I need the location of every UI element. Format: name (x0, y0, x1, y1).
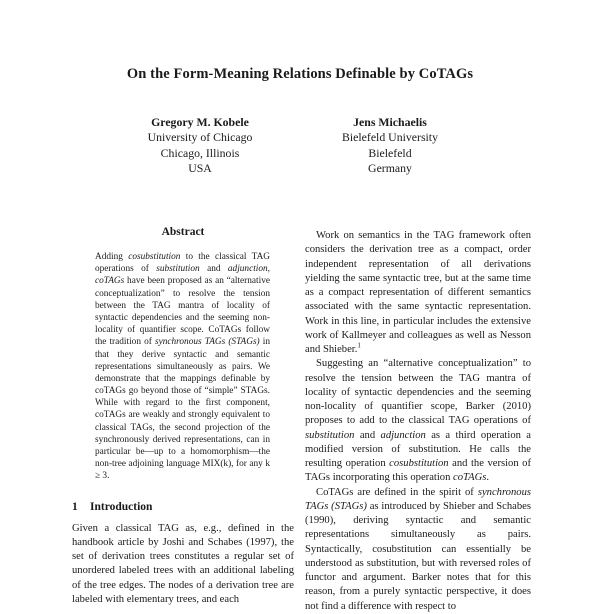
right-column (305, 226, 531, 614)
author-affiliation: University of Chicago (147, 130, 253, 145)
author-block-1 (100, 115, 300, 176)
introduction-body-right (305, 229, 531, 614)
abstract-paragraph: Adding cosubstitution to the classical TAG operations of substitution and adjunction, coTAGs have been proposed as an “alternative conceptualization” to resolve the tension between the TAG mantra of locality of syntactic dependencies and the seeming non-locality of quantifier scope. CoTAGs follow the tradition of synchronous TAGs (STAGs) in that they derive syntactic and semantic representations simultaneously as pairs. We demonstrate that the mappings definable by coTAGs go beyond those of “simple” STAGs. While with regard to the first component, coTAGs are weakly and strongly equivalent to classical TAGs, the second projection of the synchronously derived representations, can in particular be—up to a homomorphism—the non-tree adjoining language MIX(k), for any k ≥ 3. (95, 252, 271, 482)
footnote-marker[interactable]: 1 (357, 341, 361, 350)
paper-title: On the Form-Meaning Relations Definable by CoTAGs (126, 66, 474, 82)
author-name: Jens Michaelis (353, 115, 427, 129)
author-city: Bielefeld (368, 145, 412, 160)
left-column (72, 226, 294, 607)
section-title: Introduction (90, 500, 153, 513)
author-country: USA (188, 160, 212, 175)
author-name: Gregory M. Kobele (151, 115, 249, 129)
abstract-body (95, 251, 270, 483)
author-city: Chicago, Illinois (160, 145, 240, 160)
author-country: Germany (368, 160, 412, 175)
section-heading-introduction (72, 501, 294, 513)
abstract-heading: Abstract (161, 226, 205, 238)
introduction-body-left (72, 522, 294, 608)
body-paragraph: Suggesting an “alternative conceptualization” to resolve the tension between the TAG mantra of locality of syntactic dependencies and the seeming non-locality of quantifier scope, Barker (2010) proposes to add to the classical TAG operations of substitution and adjunction as a third operation a modified version of substitution. He calls the resulting operation cosubstitution and the version of TAGs incorporating this operation coTAGs. (305, 358, 531, 484)
author-affiliation: Bielefeld University (342, 130, 438, 145)
author-block-2 (290, 115, 490, 176)
section-number: 1 (72, 500, 78, 513)
body-paragraph: Work on semantics in the TAG framework often considers the derivation tree as a compact, order independent representation of all derivations yielding the same syntactic tree, but at the same time as a compact representation of different semantics associated with the same syntactic representation. Work in this line, in particular includes the extensive work of Kallmeyer and colleagues as well as Nesson and Shieber.$^1$ (305, 230, 531, 355)
body-paragraph: CoTAGs are defined in the spirit of synchronous TAGs (STAGs) as introduced by Shieber and Schabes (1990), deriving syntactic and semantic representations simultaneously as pairs. Syntactically, cosubstitution can essentially be understood as substitution, but with reversed roles of functor and argument. Barker notes that for this reason, from a purely syntactic perspective, it does not find a difference with respect to (305, 486, 531, 612)
body-paragraph: Given a classical TAG as, e.g., defined in the handbook article by Joshi and Schabes (1997), the set of derivation trees constitutes a regular set of unordered labeled trees with an additional labeling of the tree edges. The nodes of a derivation tree are labeled with elementary trees, and each (72, 522, 294, 605)
